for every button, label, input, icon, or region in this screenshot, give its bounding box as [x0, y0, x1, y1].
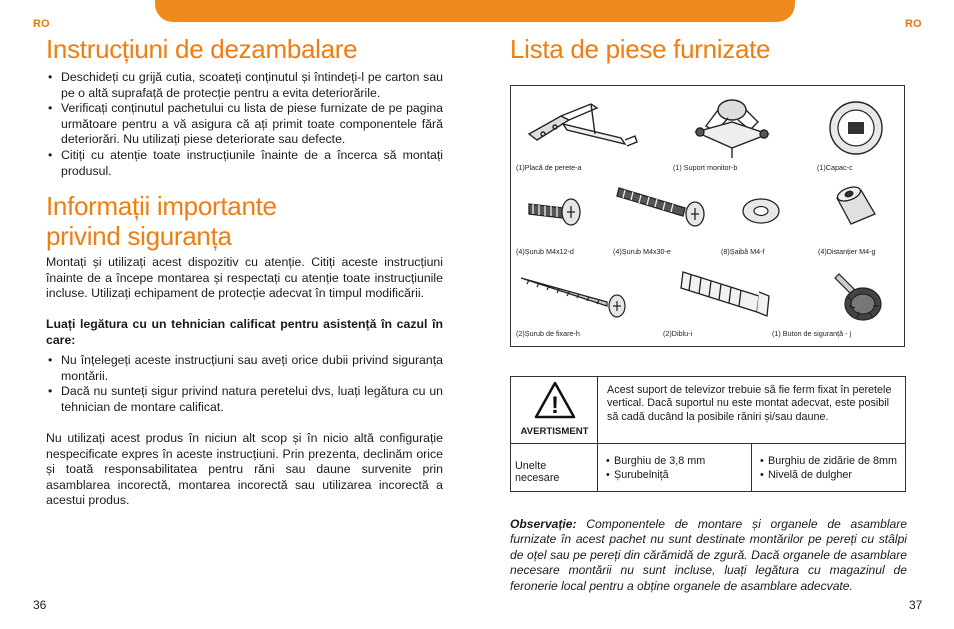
- contact-heading: Luați legătura cu un tehnician calificat pentru asistență în cazul în care:: [46, 317, 443, 347]
- safety-knob-icon: [829, 266, 885, 328]
- part-label: (1)Placă de perete-a: [516, 163, 582, 172]
- contact-list-block: [46, 353, 443, 415]
- list-item: • Nu înțelegeți aceste instrucțiuni sau aveți orice dubii privind siguranța montării.: [46, 353, 443, 384]
- warning-table: [510, 376, 906, 492]
- part-label: (1) Buton de siguranță - j: [772, 329, 852, 338]
- disclaimer-paragraph: Nu utilizați acest produs în niciun alt scop și în nicio altă configurație nespecificate expres în aceste instrucțiuni. Prin prezenta, declinăm orice și toată responsabilitatea pentru răni sau daune survenite prin asamblarea incorectă, montarea incorectă sau utilizarea incorectă a acestui produs.: [46, 431, 443, 508]
- warning-text: Acest suport de televizor trebuie să fie ferm fixat în peretele vertical. Dacă suportul nu este montat adecvat, este posibil să cadă ducând la posibile răniri și/sau daune.: [598, 377, 905, 444]
- safety-title-line1: Informații importante: [46, 191, 277, 221]
- short-screw-icon: [525, 194, 585, 228]
- wall-plate-icon: [521, 94, 641, 158]
- page-number-left: 36: [33, 598, 47, 612]
- warning-icon-cell: [511, 377, 598, 444]
- cap-icon: [823, 96, 889, 160]
- tools-label: Unelte necesare: [511, 444, 598, 491]
- list-item: • Șurubelniță: [604, 468, 745, 482]
- contact-list: [46, 353, 443, 415]
- tools-column-2: [752, 444, 905, 491]
- monitor-bracket-icon: [676, 92, 786, 162]
- long-screw-icon: [615, 184, 711, 228]
- part-label: (4)Distanțier M4-g: [818, 247, 876, 256]
- page-number-right: 37: [909, 598, 923, 612]
- safety-title: [46, 191, 277, 251]
- part-label: (8)Șaibă M4-f: [721, 247, 765, 256]
- header-tab: [155, 0, 795, 22]
- part-label: (2)Diblu-i: [663, 329, 693, 338]
- list-item: • Burghiu de 3,8 mm: [604, 454, 745, 468]
- wood-screw-icon: [517, 274, 635, 322]
- part-label: (2)Șurub de fixare-h: [516, 329, 580, 338]
- observation-note: [510, 517, 907, 594]
- washer-icon: [739, 194, 783, 228]
- warning-symbol: !: [551, 392, 559, 419]
- language-label-right: RO: [905, 18, 922, 30]
- list-item: • Nivelă de dulgher: [758, 468, 899, 482]
- spacer-icon: [831, 184, 881, 232]
- warning-label: AVERTISMENT: [520, 426, 589, 437]
- tools-column-1: [598, 444, 752, 491]
- observation-label: Observație:: [510, 517, 577, 531]
- list-item: • Verificați conținutul pachetului cu lista de piese furnizate de pe pagina următoare pentru a vă asigura că ați primit toate componentele fără deteriorări. Nu utilizați piese deteriorate sau defecte.: [46, 101, 443, 148]
- safety-title-line2: privind siguranța: [46, 221, 232, 251]
- parts-panel: [510, 85, 905, 347]
- warning-triangle-icon: [534, 381, 576, 419]
- safety-paragraph: Montați și utilizați acest dispozitiv cu atenție. Citiți aceste instrucțiuni înainte de a începe montarea și respectați cu atenție toate instrucțiunile incluse. Utilizați echipament de protecție adecvat în timpul modificării.: [46, 255, 443, 301]
- list-item: • Deschideți cu grijă cutia, scoateți conținutul și întindeți-l pe carton sau pe o altă suprafață de protecție pentru a evita deteriorările.: [46, 70, 443, 101]
- language-label-left: RO: [33, 18, 50, 30]
- part-label: (1)Capac-c: [817, 163, 853, 172]
- part-label: (4)Șurub M4x12-d: [516, 247, 574, 256]
- tools-list-1: [604, 454, 745, 482]
- tools-list-2: [758, 454, 899, 482]
- list-item: • Citiți cu atenție toate instrucțiunile înainte de a încerca să montați produsul.: [46, 148, 443, 179]
- parts-list-title: Lista de piese furnizate: [510, 34, 771, 64]
- list-item: • Burghiu de zidărie de 8mm: [758, 454, 899, 468]
- unpacking-list: [46, 70, 443, 179]
- unpacking-title: Instrucțiuni de dezambalare: [46, 34, 358, 64]
- part-label: (1) Suport monitor-b: [673, 163, 738, 172]
- wall-plug-icon: [677, 266, 773, 328]
- list-item: • Dacă nu sunteți sigur privind natura peretelui dvs, luați legătura cu un tehnician de montare calificat.: [46, 384, 443, 415]
- observation-text: Componentele de montare și organele de asamblare furnizate în acest pachet nu sunt destinate montărilor pe pereți cu stâlpi de oțel sau pe pereți din cărămidă de zgură. Dacă organele de asamblare necesare montării nu sunt incluse, luați legătura cu magazinul de feronerie local pentru a obține organele de asamblare adecvate.: [510, 517, 907, 593]
- part-label: (4)Șurub M4x30-e: [613, 247, 671, 256]
- unpacking-list-block: [46, 70, 443, 179]
